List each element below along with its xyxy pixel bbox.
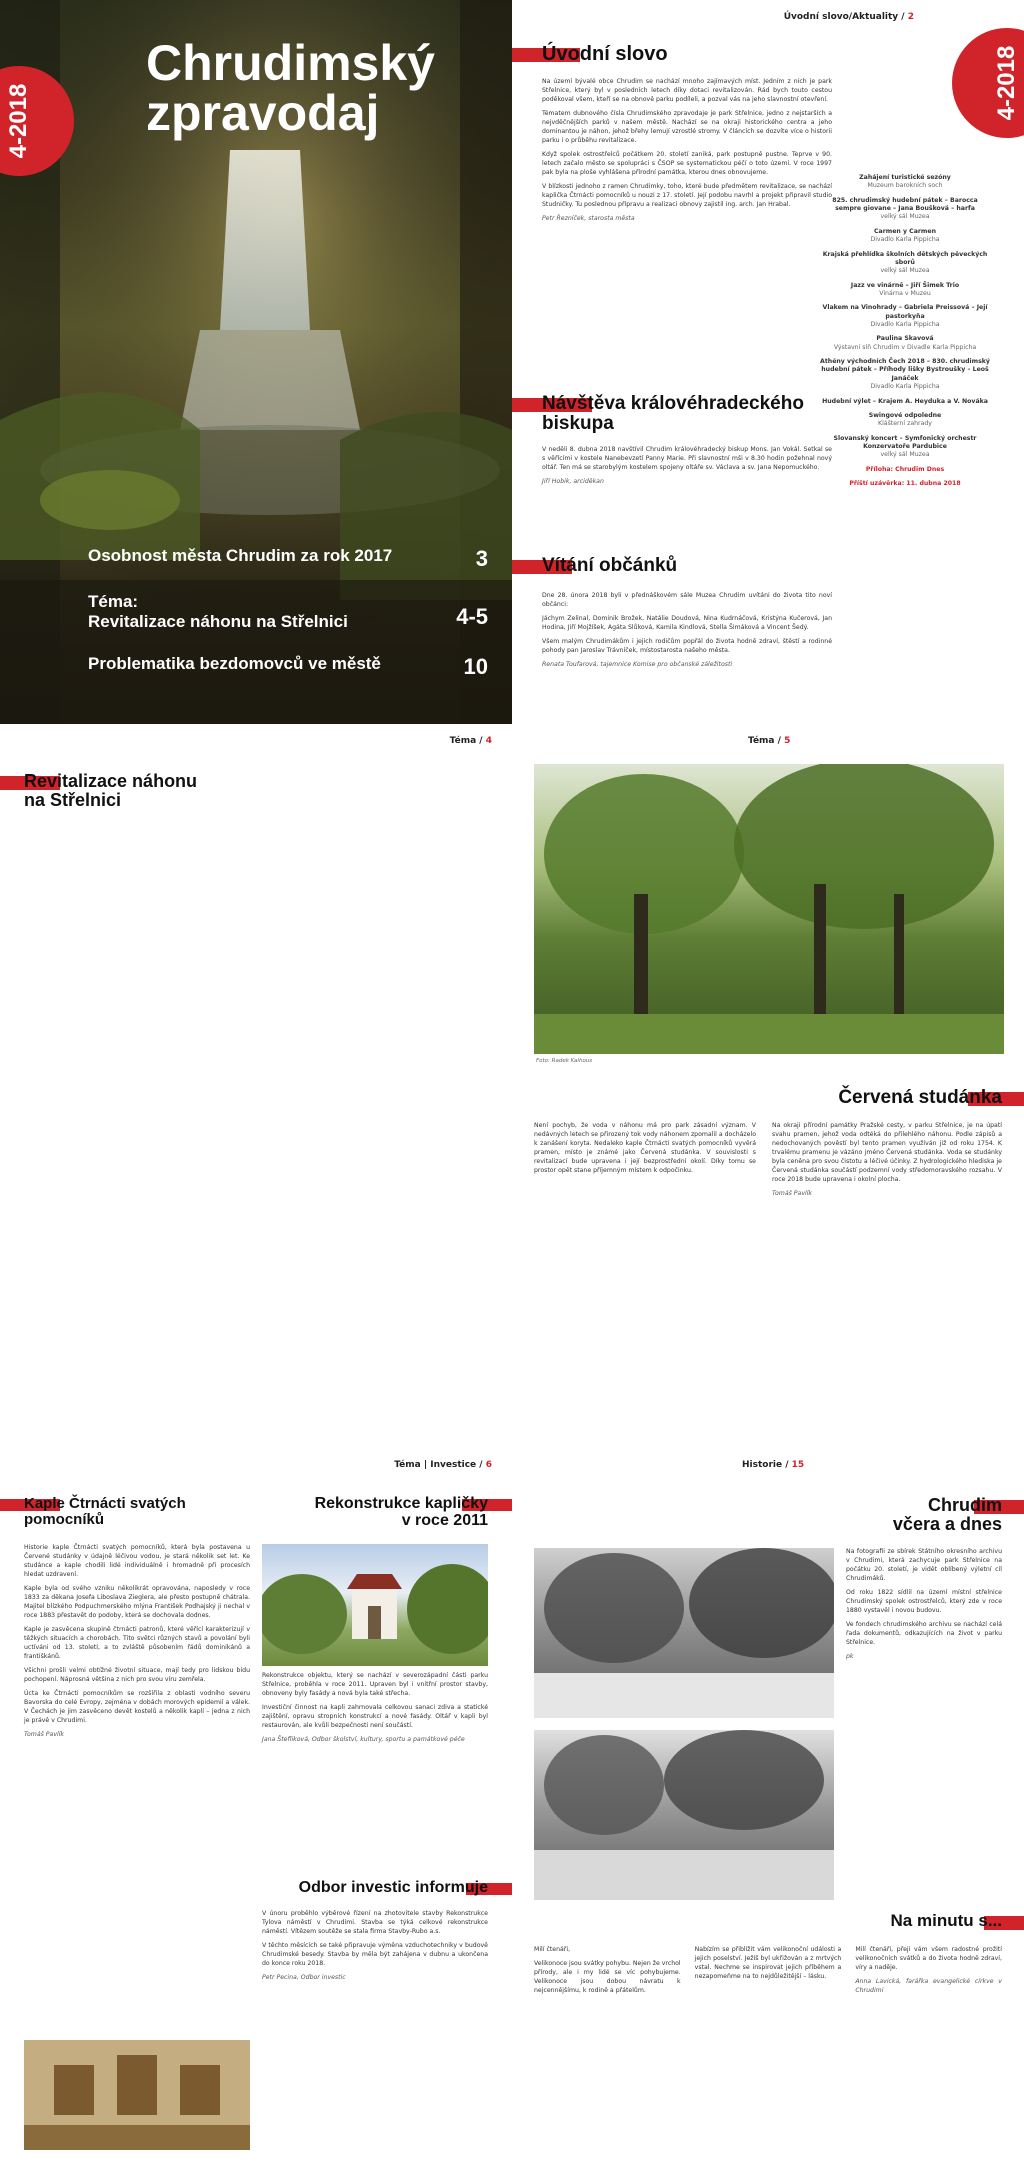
- chapel-photo: [262, 1544, 488, 1666]
- section-title-text: Revitalizace náhonu: [24, 771, 198, 791]
- paragraph: V těchto měsících se také připravuje výměna vzduchotechniky v budově Chrudimské besedy. Stavba by měla být zahájena v dubnu a ukončena do konce roku 2018.: [262, 1941, 488, 1967]
- section-title-text: na Střelnici: [24, 789, 122, 810]
- toc-item[interactable]: [88, 546, 488, 571]
- page-2: [512, 0, 1024, 724]
- paragraph: Všem malým Chrudimákům i jejich rodičům popřál do života hodně zdraví, štěstí a rodinné pohody pan Jaroslav Trávníček, místostarosta našeho města.: [542, 637, 832, 654]
- section-title-text: Úvodní slovo: [542, 43, 668, 65]
- page-6: [0, 1448, 512, 2172]
- toc-item-label: Revitalizace náhonu na Střelnici: [88, 612, 348, 631]
- paragraph: Od roku 1822 sídlil na území místní střelnice Chrudimský spolek ostrostřelců, který zde v roce 1880 vystavěl i novou budovu.: [846, 1588, 1002, 1614]
- current-park-illustration: [534, 1730, 834, 1900]
- section-title: [24, 772, 197, 810]
- paragraph: Není pochyb, že voda v náhonu má pro park zásadní význam. V nedávných letech se přirozený tok vody náhonem zpomalil a docházelo k zanášení koryta. Nedaleko kaple Čtrnácti svatých pomocníků vyvěrá pramen, místo je známé jako Červená studánka. V souvislosti s revitalizací bude upravena i její bezprostřední okolí. Díky tomu se prostor opět stane příjemným místem k odpočinku.: [534, 1122, 756, 1174]
- page-header: [748, 736, 790, 746]
- magazine-title: [146, 35, 435, 141]
- event-place: Muzeum barokních soch: [867, 182, 943, 190]
- page-4: [0, 724, 512, 1448]
- event-place: velký sál Muzea: [880, 213, 930, 221]
- article-body: [846, 1548, 1002, 1667]
- section-title-text: Rekonstrukce kapličky: [314, 1495, 488, 1512]
- article-body: [542, 592, 832, 675]
- section-title-text: Odbor investic informuje: [298, 1879, 488, 1896]
- paragraph: Tématem dubnového čísla Chrudimského zpravodaje je park Střelnice, jedno z nejstarších a nejvděčnějších parků v našem městě. Nachází se na okraji historického centra a jeho dominantou je náhon, jehož břehy lemují vzrostlé stromy. V článcích se dozvíte více o historii parku i o průběhu revitalizace.: [542, 109, 832, 144]
- section-title-text: Chrudim: [928, 1495, 1002, 1515]
- section-title: [891, 1912, 1002, 1930]
- paragraph: Jáchym Zelinal, Dominik Brožek, Natálie Doudová, Nina Kudrnáčová, Kristýna Kučerová, Jan Hodina, Jiří Mojžíšek, Agáta Slůková, Kamila Kindlová, Stella Šimáková a Vincent Šedý.: [542, 614, 832, 631]
- signature: Petr Pecina, Odbor investic: [262, 1973, 346, 1981]
- event-place: Vinárna v Muzeu: [879, 289, 931, 297]
- page-section-label: Úvodní slovo/Aktuality /: [783, 12, 905, 22]
- event-title: Carmen y Carmen: [874, 227, 936, 235]
- trees-illustration: [534, 764, 1004, 1054]
- event-title: Vlakem na Vinohrady – Gabriela Preissová – Její pastorkyňa: [822, 304, 988, 320]
- toc-item[interactable]: [88, 654, 488, 679]
- paragraph: Kaple je zasvěcena skupině čtrnácti patronů, které věřící karakterizují v těžkých situacích a chorobách. Tito světci různých stavů a povolání byli uctíváni od 13. století, a to zvláště působením řádů dominikánů a františkánů.: [24, 1625, 250, 1660]
- section-title: [24, 1496, 186, 1528]
- signature: Jiří Hobik, arciděkan: [542, 477, 604, 485]
- event-title: 825. chrudimský hudební pátek – Baroccа sempre giovane – Jana Boušková – harfa: [832, 196, 978, 213]
- section-title: [262, 1496, 488, 1530]
- section-title-text: Na minutu s...: [890, 1911, 1002, 1930]
- event-title: Paulina Skavová: [876, 335, 934, 343]
- signature: Renata Toufarová, tajemnice Komise pro občanské záležitosti: [542, 660, 733, 668]
- paragraph: Rekonstrukce objektu, který se nachází v severozápadní části parku Střelnice, proběhla v roce 2011. Upraven byl i vnitřní prostor stavby, obnoveny byly fasády a nová byla také střecha.: [262, 1672, 488, 1697]
- page-header: [742, 1460, 804, 1470]
- section-title-text: Červená studánka: [838, 1087, 1002, 1108]
- toc-item-label: Téma:: [88, 592, 139, 611]
- article-body: [534, 1122, 756, 1181]
- page-15: [512, 1448, 1024, 2172]
- section-title: [893, 1496, 1002, 1534]
- magazine-title-line2: zpravodaj: [146, 85, 380, 141]
- paragraph: Milí čtenáři,: [534, 1946, 571, 1953]
- toc-item-page: 10: [463, 654, 488, 679]
- event-title: Swingové odpoledne: [868, 411, 942, 419]
- paragraph: Investiční činnost na kapli zahrnovala celkovou sanaci zdiva a statické zajištění, opravu stropních konstrukcí a nové fasády. Oltář v kapli byl restaurován, ale kvůli bezpečnosti není součástí.: [262, 1703, 488, 1729]
- signature: Anna Lavická, farářka evangelické církve v Chrudimi: [855, 1977, 1002, 1994]
- paragraph: V neděli 8. dubna 2018 navštívil Chrudim královéhradecký biskup Mons. Jan Vokál. Setkal se s věřícími v kostele Nanebevzetí Panny Marie. Při slavnostní mši v 8.30 hodin požehnal nový oltář. Ten má se starobylým kostelem spojeny oltáře sv. Václava a sv. Jana Nepomuckého.: [542, 446, 832, 471]
- event-place: Divadlo Karla Pippicha: [870, 236, 940, 244]
- section-title: [262, 1880, 488, 1897]
- page-number: 6: [485, 1460, 492, 1470]
- historic-park-illustration: [534, 1548, 834, 1718]
- toc-item[interactable]: [88, 592, 488, 632]
- deadline-note: Příští uzávěrka: 11. dubna 2018: [849, 480, 961, 488]
- section-title: [838, 1088, 1002, 1108]
- page-5: [512, 724, 1024, 1448]
- signature: Tomáš Pavlík: [772, 1189, 813, 1197]
- event-schedule: [820, 168, 990, 488]
- paragraph: Historie kaple Čtrnácti svatých pomocníků, která byla postavena u Červené studánky v údajně léčivou vodou, je stará několik set let. Ke studánce a kaple chodili lidé individuálně i hromadně při procesích hledat uzdravení.: [24, 1544, 250, 1578]
- article-body: [534, 1946, 1002, 1996]
- article-body: [542, 78, 832, 229]
- event-title: Slovanský koncert – Symfonický orchestr Konzervatoře Pardubice: [833, 434, 977, 450]
- issue-number: 4-2018: [5, 83, 32, 159]
- section-title-text: Vítání občánků: [542, 555, 678, 576]
- article-body: [262, 1672, 488, 1750]
- section-title: [542, 394, 804, 434]
- event-title: Zahájení turistické sezóny: [859, 174, 951, 181]
- page-section-label: Téma /: [449, 736, 483, 746]
- event-place: Klášterní zahrady: [878, 420, 932, 428]
- paragraph: Na území bývalé obce Chrudim se nachází mnoho zajímavých míst. Jedním z nich je park Střelnice, který byl v posledních letech díky dotaci revitalizován. Rád bych touto cestou poděkoval všem, kteří se na obnově parku podíleli, a pozval vás na jeho slavnostní otevření.: [542, 78, 832, 103]
- page-header: [394, 1460, 492, 1470]
- photo-credit: Foto: Radek Kalhous: [536, 1058, 593, 1064]
- paragraph: Když spolek ostrostřelců počátkem 20. století zaniká, park postupně pustne. Teprve v 90. letech začalo město se spolupráci s ČSOP se systematickou péčí o toto území. V roce 1997 pak byla na ploše vyhlášena přírodní památka, kterou dnes obnovujeme.: [542, 150, 832, 176]
- page-section-label: Téma /: [748, 736, 781, 746]
- event-title: Hudební výlet – Krajem A. Heyduka a V. Nováka: [822, 397, 988, 405]
- event-place: Divadlo Karla Pippicha: [870, 383, 940, 391]
- page-header: [784, 12, 914, 22]
- park-trees-photo: [534, 764, 1004, 1054]
- event-title: Krajská přehlídka školních dětských pěveckých sborů: [822, 250, 988, 266]
- paragraph: Nabízím se přiblížit vám velikonoční události a jejich poselství. Ježíš byl ukřižován a z mrtvých vstal. Nechme se inspirovat jejich příběhem a nezapomeňme na to nejdůležitější – lásku.: [694, 1946, 842, 1980]
- paragraph: Kaple byla od svého vzniku několikrát opravována, naposledy v roce 1833 za děkana Josefa Liboslava Zieglera, ale přesto postupně chátrala. Majitel blízkého Podpuchmerského mlýna František Podhajský ji nechal v roce 1883 přestavět do podoby, která se dochovala dodnes.: [24, 1584, 250, 1619]
- section-title-text: Návštěva královéhradeckého: [542, 393, 804, 414]
- paragraph: Milí čtenáři, přeji vám všem radostné prožití velikonočních svátků a do života hodně zdraví, víry a naděje.: [855, 1946, 1002, 1971]
- article-body: [24, 1544, 250, 1745]
- section-title: [542, 44, 668, 65]
- chapel-interior-photo: [24, 2040, 250, 2150]
- paragraph: Všichni prošli velmi obtížné životní situace, mají tedy pro lidskou bídu pochopení. Náprosná většina z nich pro svou víru zemřela.: [24, 1666, 250, 1683]
- altar-illustration: [24, 2040, 250, 2150]
- toc-item-page: 3: [475, 546, 488, 571]
- event-place: velký sál Muzea: [880, 267, 930, 275]
- paragraph: Na okraji přírodní památky Pražské cesty, v parku Střelnice, je na úpatí svahu pramen, jehož voda odtéká do přilehlého náhonu. Podle zápisů a nedochovaných pověstí byl tento pramen využíván již od roku 1754. K trvalému pramenu je vázáno jméno Červená studánka. Voda se studánky byla ceněna pro svou čistotu a léčivé účinky. Z hydrologického hlediska je Červená studánka součástí podzemní vody středomoravského rozsahu. V roce 2018 bude upravena i okolní plocha.: [772, 1122, 1002, 1183]
- paragraph: Velikonoce jsou svátky pohybu. Nejen že vrchol přírody, ale i my lidé se víc pohybujeme. Velikonoce jsou dobou návratu k nejcennějšímu, k rodině a přátelům.: [534, 1959, 681, 1994]
- cover-page: [0, 0, 512, 724]
- toc-item-page: 4-5: [456, 604, 488, 629]
- issue-number: 4-2018: [993, 45, 1020, 121]
- page-number: 15: [791, 1460, 805, 1470]
- section-title-text: biskupa: [542, 412, 614, 434]
- section-title: [542, 556, 677, 576]
- event-place: Výstavní síň Chrudim v Divadle Karla Pippicha: [833, 343, 977, 351]
- magazine-title-line1: Chrudimský: [146, 35, 435, 91]
- paragraph: Dne 28. února 2018 byli v přednáškovém sále Muzea Chrudim uvítáni do života tito noví občánci:: [542, 592, 832, 608]
- issue-badge: [952, 28, 1024, 138]
- paragraph: V blízkosti jednoho z ramen Chrudimky, toho, které bude předmětem revitalizace, se nachází kaplička Čtrnácti pomocníků u nouzi z 17. století. Její podobu navrhl a projekt připravil studio Studničky. Tu poslednou přípravu a realizaci obnovy zajistil ing. arch. Jan Hrabal.: [542, 182, 832, 208]
- paragraph: Ve fondech chrudimského archivu se nachází celá řada dokumentů, odkazujících na život v parku Střelnice.: [846, 1620, 1002, 1646]
- page-number: 5: [784, 736, 791, 746]
- article-body: [542, 446, 832, 492]
- event-title: Jazz ve vinárně – Jiří Šimek Trio: [850, 281, 960, 289]
- toc-item-label: Problematika bezdomovců ve městě: [88, 654, 381, 673]
- page-header: [450, 736, 492, 746]
- issue-badge: [0, 66, 74, 176]
- current-photo: [534, 1730, 834, 1900]
- chapel-illustration: [262, 1544, 488, 1666]
- page-section-label: Téma | Investice /: [394, 1460, 483, 1470]
- section-title-text: pomocníků: [24, 1510, 105, 1528]
- page-section-label: Historie /: [742, 1460, 789, 1470]
- section-title-text: Kaple Čtrnácti svatých: [24, 1495, 186, 1512]
- event-place: Divadlo Karla Pippicha: [870, 321, 940, 329]
- section-title-text: včera a dnes: [892, 1513, 1002, 1534]
- event-place: velký sál Muzea: [880, 451, 930, 459]
- page-number: 2: [907, 12, 914, 22]
- paragraph: Úcta ke Čtrnácti pomocníkům se rozšířila z oblasti vodního severu Bavorska do celé Evropy, zejména v dobách morových epidemií a válek. V Čechách je jim zasvěceno devět kostelů a několik kaplí – jedna z nich je právě v Chrudimi.: [24, 1689, 250, 1724]
- toc-item-label: Osobnost města Chrudim za rok 2017: [88, 546, 393, 565]
- paragraph: V únoru proběhlo výběrové řízení na zhotovitele stavby Rekonstrukce Tylova náměstí v Chrudimi. Stavba se týká celkové rekonstrukce náměstí. Vítězem soutěže se stala firma Stavby-Rubo a.s.: [262, 1910, 488, 1935]
- paragraph: Na fotografii ze sbírek Státního okresního archivu v Chrudimi, která zachycuje park Střelnice na počátku 20. století, je vidět oblíbený výletní cíl Chrudimáků.: [846, 1548, 1002, 1582]
- historic-photo: [534, 1548, 834, 1718]
- section-title-text: v roce 2011: [401, 1511, 488, 1529]
- signature: Tomáš Pavlík: [24, 1730, 65, 1738]
- event-title: Athény východních Čech 2018 – 830. chrudimský hudební pátek – Příhody lišky Bystroušky – Leoš Janáček: [820, 358, 990, 382]
- page-number: 4: [485, 736, 492, 746]
- signature: Petr Řezníček, starosta města: [542, 214, 635, 222]
- supplement-note: Příloha: Chrudim Dnes: [865, 465, 945, 473]
- signature: Jana Štefliková, Odbor školství, kultury, sportu a památkové péče: [262, 1735, 465, 1743]
- article-body: [262, 1910, 488, 1988]
- article-body: [772, 1122, 1002, 1204]
- signature: pk: [846, 1652, 854, 1660]
